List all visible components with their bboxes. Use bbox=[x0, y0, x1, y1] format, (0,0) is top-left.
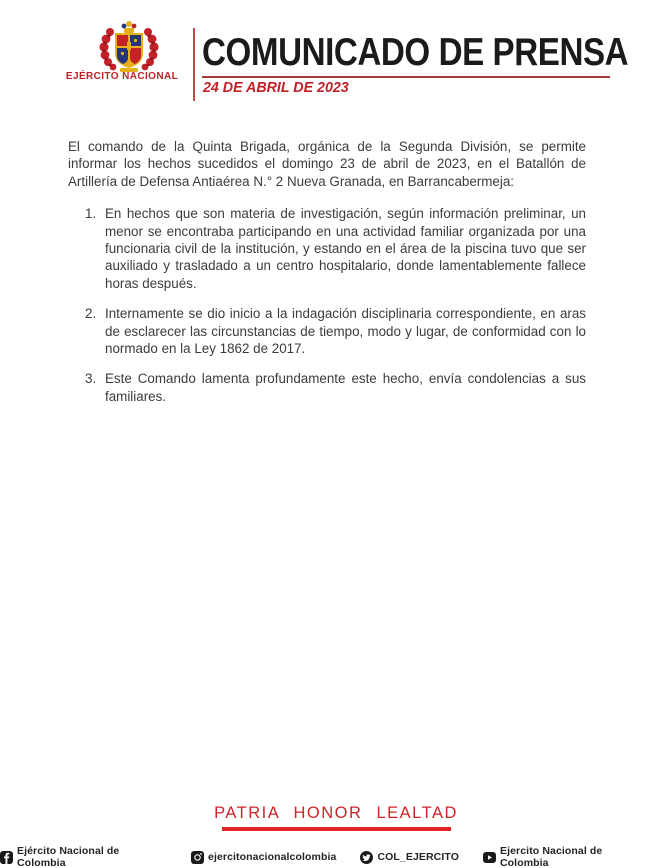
list-item-number: 1. bbox=[85, 206, 97, 222]
twitter-icon bbox=[360, 851, 373, 864]
youtube-icon bbox=[483, 851, 496, 864]
list-item bbox=[85, 205, 586, 292]
social-instagram[interactable] bbox=[191, 851, 336, 864]
list-item-number: 3. bbox=[85, 371, 97, 387]
list-item-text: Internamente se dio inicio a la indagación disciplinaria correspondiente, en aras de esclarecer las circunstancias de tiempo, modo y lugar, de conformidad con lo normado en la Ley 1862 de 2017. bbox=[105, 306, 586, 357]
social-label: Ejercito Nacional de Colombia bbox=[499, 845, 603, 868]
list-item bbox=[85, 370, 586, 405]
army-crest-logo bbox=[96, 20, 162, 72]
social-label: ejercitonacionalcolombia bbox=[208, 851, 337, 863]
org-name: EJÉRCITO NACIONAL bbox=[65, 71, 179, 82]
instagram-icon bbox=[191, 851, 204, 864]
motto-underline bbox=[222, 827, 451, 831]
numbered-list bbox=[68, 205, 586, 405]
list-item-text: En hechos que son materia de investigación, según información preliminar, un menor se encontraba participando en una actividad familiar organizada por una funcionaria civil de la institución, y estando en el área de la piscina tuvo que ser auxiliado y trasladado a un centro hospitalario, donde lamentablemente fallece horas después. bbox=[105, 206, 586, 291]
release-date: 24 DE ABRIL DE 2023 bbox=[203, 79, 349, 96]
social-youtube[interactable] bbox=[483, 845, 650, 868]
social-facebook[interactable] bbox=[0, 845, 167, 868]
social-media-row bbox=[0, 845, 650, 868]
social-label: Ejército Nacional de Colombia bbox=[17, 845, 120, 868]
page-title: COMUNICADO DE PRENSA bbox=[202, 31, 629, 74]
facebook-icon bbox=[0, 851, 13, 864]
motto: PATRIA HONOR LEALTAD bbox=[214, 804, 458, 822]
press-release-body bbox=[68, 138, 586, 418]
social-twitter[interactable] bbox=[360, 851, 459, 864]
social-label: COL_EJERCITO bbox=[377, 851, 459, 863]
intro-paragraph: El comando de la Quinta Brigada, orgánica de la Segunda División, se permite informar los hechos sucedidos el domingo 23 de abril de 2023, en el Batallón de Artillería de Defensa Antiaérea N.° 2 Nueva Granada, en Barrancabermeja: bbox=[68, 139, 586, 189]
list-item bbox=[85, 305, 586, 357]
list-item-number: 2. bbox=[85, 306, 97, 322]
header-divider bbox=[193, 28, 195, 101]
list-item-text: Este Comando lamenta profundamente este hecho, envía condolencias a sus familiares. bbox=[105, 371, 586, 404]
title-underline bbox=[202, 76, 610, 78]
